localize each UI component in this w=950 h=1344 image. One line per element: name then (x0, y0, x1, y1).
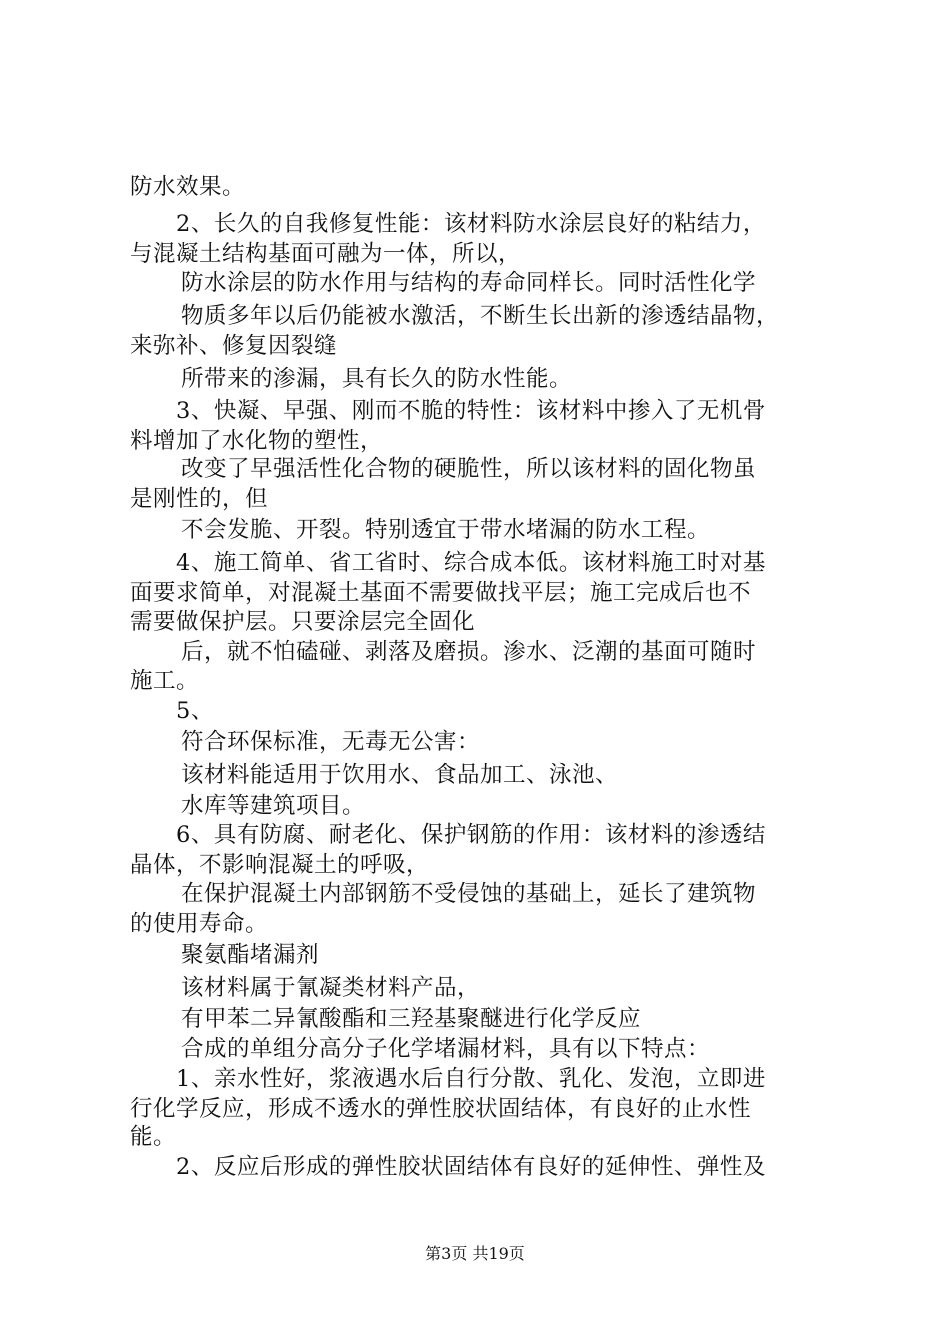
text-line: 物质多年以后仍能被水激活，不断生长出新的渗透结晶物， (181, 303, 780, 329)
text-line: 行化学反应，形成不透水的弹性胶状固结体，有良好的止水性 (130, 1096, 752, 1122)
text-line: 需要做保护层。只要涂层完全固化 (130, 609, 476, 635)
text-line: 与混凝土结构基面可融为一体，所以， (130, 241, 522, 267)
text-line: 所带来的渗漏，具有长久的防水性能。 (181, 366, 573, 392)
text-line: 施工。 (130, 668, 200, 694)
text-line: 5、 (176, 698, 214, 724)
text-line: 面要求简单，对混凝土基面不需要做找平层；施工完成后也不 (130, 580, 752, 606)
page-footer: 第3页 共19页 (425, 1244, 525, 1263)
text-line: 后，就不怕磕碰、剥落及磨损。渗水、泛潮的基面可随时 (181, 639, 757, 665)
text-line: 的使用寿命。 (130, 911, 269, 937)
text-line: 聚氨酯堵漏剂 (181, 942, 320, 968)
text-line: 有甲苯二异氰酸酯和三羟基聚醚进行化学反应 (181, 1006, 642, 1032)
text-line: 不会发脆、开裂。特别透宜于带水堵漏的防水工程。 (181, 517, 711, 543)
text-line: 防水效果。 (130, 174, 246, 200)
text-line: 符合环保标准，无毒无公害： (181, 729, 481, 755)
text-line: 是刚性的，但 (130, 486, 269, 512)
text-line: 2、长久的自我修复性能：该材料防水涂层良好的粘结力， (176, 211, 766, 237)
text-line: 该材料能适用于饮用水、食品加工、泳池、 (181, 762, 619, 788)
text-line: 6、具有防腐、耐老化、保护钢筋的作用：该材料的渗透结 (176, 822, 766, 848)
text-line: 2、反应后形成的弹性胶状固结体有良好的延伸性、弹性及 (176, 1154, 766, 1180)
text-line: 晶体，不影响混凝土的呼吸， (130, 852, 430, 878)
text-line: 1、亲水性好，浆液遇水后自行分散、乳化、发泡，立即进 (176, 1066, 766, 1092)
text-line: 该材料属于氰凝类材料产品， (181, 975, 481, 1001)
text-line: 料增加了水化物的塑性， (130, 428, 384, 454)
text-line: 防水涂层的防水作用与结构的寿命同样长。同时活性化学 (181, 270, 757, 296)
text-line: 4、施工简单、省工省时、综合成本低。该材料施工时对基 (176, 550, 766, 576)
text-line: 合成的单组分高分子化学堵漏材料，具有以下特点： (181, 1036, 711, 1062)
text-line: 来弥补、修复因裂缝 (130, 333, 338, 359)
text-line: 水库等建筑项目。 (181, 793, 366, 819)
text-line: 3、快凝、早强、刚而不脆的特性：该材料中掺入了无机骨 (176, 398, 766, 424)
text-line: 能。 (130, 1124, 177, 1150)
text-line: 在保护混凝土内部钢筋不受侵蚀的基础上，延长了建筑物 (181, 881, 757, 907)
text-line: 改变了早强活性化合物的硬脆性，所以该材料的固化物虽 (181, 456, 757, 482)
